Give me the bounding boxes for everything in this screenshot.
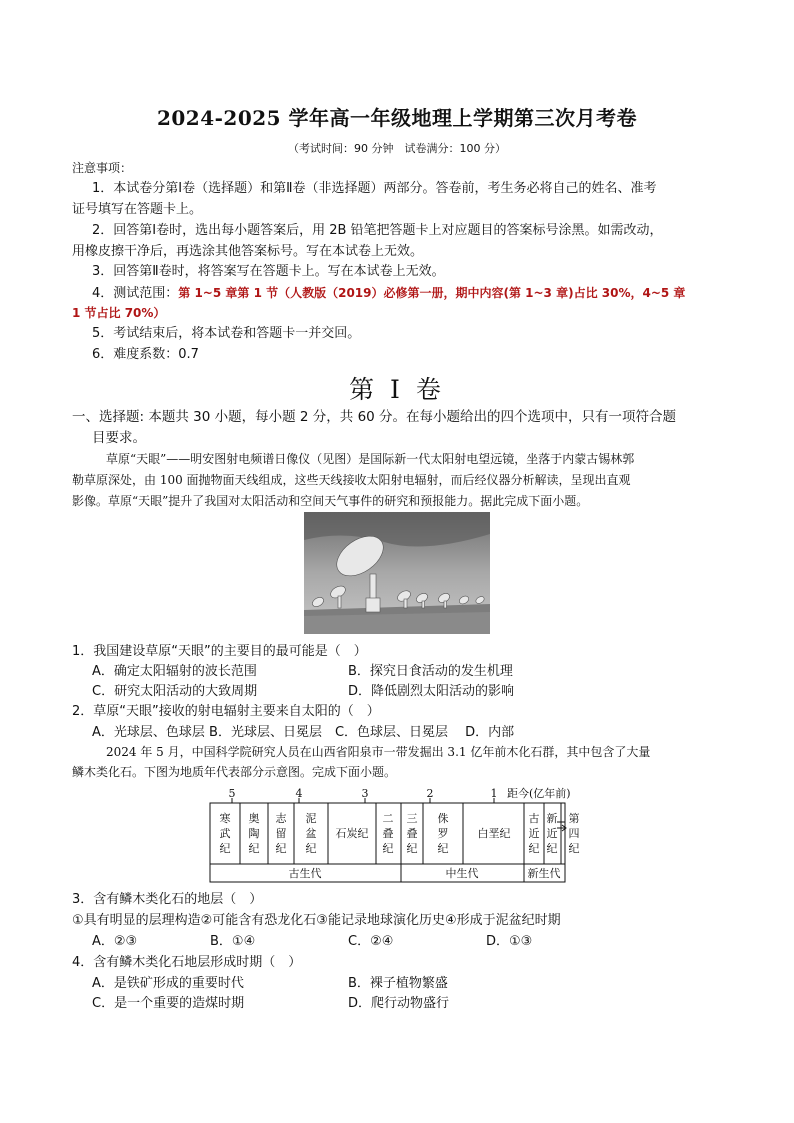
svg-text:纪: 纪 [219,842,231,855]
tick-label-5: 5 [228,787,236,800]
svg-text:纪: 纪 [406,842,418,855]
passage2-line2: 鳞木类化石。下图为地质年代表部分示意图。完成下面小题。 [72,765,397,779]
svg-text:纪: 纪 [305,842,317,855]
svg-text:三: 三 [406,812,418,825]
q3-option-a[interactable]: A．②③ [92,934,138,949]
notice-item-6: 6．难度系数：0.7 [92,347,199,362]
q4-option-b[interactable]: B．裸子植物繁盛 [348,976,448,991]
period-permian [383,812,394,855]
section-title: 第 Ⅰ 卷 [349,375,445,404]
svg-text:奥: 奥 [248,812,260,825]
q4-stem: 4．含有鳞木类化石地层形成时期（ ） [72,955,302,970]
svg-text:侏: 侏 [437,812,449,825]
svg-text:叠: 叠 [382,827,394,840]
q3-statements: ①具有明显的层理构造②可能含有恐龙化石③能记录地球演化历史④形成于泥盆纪时期 [72,913,561,928]
svg-text:纪: 纪 [546,842,558,855]
axis-unit-label: 距今(亿年前) [507,787,571,800]
svg-text:二: 二 [382,812,394,825]
period-neogene [547,812,558,855]
notice-item-2b: 用橡皮擦干净后，再选涂其他答案标号。写在本试卷上无效。 [72,244,424,259]
svg-text:罗: 罗 [437,827,449,840]
svg-text:志: 志 [275,812,287,825]
svg-text:古: 古 [528,812,540,825]
svg-text:叠: 叠 [406,827,418,840]
test-scope-cont: 1 节占比 70%） [72,306,166,320]
period-ordovician [249,811,260,855]
tick-label-3: 3 [361,787,369,800]
period-cambrian [220,811,231,855]
passage2-line1: 2024 年 5 月，中国科学院研究人员在山西省阳泉市一带发掘出 3.1 亿年前木化石群，其中包含了大量 [106,745,651,759]
svg-text:纪: 纪 [437,842,449,855]
era-paleozoic: 古生代 [288,867,322,880]
svg-text:纪: 纪 [275,842,287,855]
q3-option-c[interactable]: C．②④ [348,934,394,949]
svg-text:纪: 纪 [382,842,394,855]
period-quaternary [569,812,580,855]
q1-option-a[interactable]: A．确定太阳辐射的波长范围 [92,664,257,679]
notice-item-5: 5．考试结束后，将本试卷和答题卡一并交回。 [92,326,361,341]
passage1-line2: 勒草原深处，由 100 面抛物面天线组成，这些天线接收太阳射电辐射，而后经仪器分析解读，呈现出直观 [72,473,631,487]
notice-item-1b: 证号填写在答题卡上。 [72,202,203,217]
svg-text:第: 第 [568,812,580,825]
q4-option-c[interactable]: C．是一个重要的造煤时期 [92,996,245,1011]
notice-item-1a: 1．本试卷分第Ⅰ卷（选择题）和第Ⅱ卷（非选择题）两部分。答卷前，考生务必将自己的姓名、准考 [92,181,657,196]
q2-options[interactable]: A．光球层、色球层 B．光球层、日冕层 C．色球层、日冕层 D．内部 [92,725,515,740]
notice-item-2a: 2．回答第Ⅰ卷时，选出每小题答案后，用 2B 铅笔把答题卡上对应题目的答案标号涂黑。如需改动， [92,223,663,238]
q3-option-b[interactable]: B．①④ [210,934,256,949]
q1-option-b[interactable]: B．探究日食活动的发生机理 [348,664,513,679]
q1-option-d[interactable]: D．降低剧烈太阳活动的影响 [348,684,515,699]
svg-text:新: 新 [546,812,558,825]
notice-item-3: 3．回答第Ⅱ卷时，将答案写在答题卡上。写在本试卷上无效。 [92,264,445,279]
q4-option-d[interactable]: D．爬行动物盛行 [348,996,450,1011]
q3-stem: 3．含有鳞木类化石的地层（ ） [72,892,263,907]
q1-option-c[interactable]: C．研究太阳活动的大致周期 [92,684,258,699]
period-paleogene [529,811,540,855]
svg-text:纪: 纪 [528,842,540,855]
svg-text:近: 近 [528,827,540,840]
svg-text:泥: 泥 [305,812,317,825]
svg-text:盆: 盆 [305,827,317,840]
section-intro-b: 目要求。 [92,430,146,446]
q2-stem: 2．草原“天眼”接收的射电辐射主要来自太阳的（ ） [72,704,380,719]
svg-text:寒: 寒 [219,812,231,825]
svg-text:纪: 纪 [568,842,580,855]
period-silurian [276,811,288,855]
test-scope: 第 1~5 章第 1 节（人教版（2019）必修第一册，期中内容(第 1~3 章)占比 30%，4~5 章 [178,286,686,300]
era-cenozoic: 新生代 [527,867,561,880]
notice-heading: 注意事项： [72,161,133,175]
q3-option-d[interactable]: D．①③ [486,934,533,949]
period-jurassic [438,811,449,855]
period-carboniferous: 石炭纪 [335,827,369,840]
svg-text:陶: 陶 [248,827,260,840]
period-triassic [407,812,418,855]
q4-option-a[interactable]: A．是铁矿形成的重要时代 [92,976,244,991]
tick-label-4: 4 [295,787,303,800]
svg-text:武: 武 [219,827,231,840]
passage1-line1: 草原“天眼”——明安图射电频谱日像仪（见图）是国际新一代太阳射电望远镜，坐落于内蒙古锡林郭 [106,452,635,466]
period-cretaceous: 白垩纪 [477,827,511,840]
notice-item-4-prefix: 4．测试范围： [92,286,179,301]
tick-label-2: 2 [426,787,434,800]
svg-text:四: 四 [568,827,580,840]
era-mesozoic: 中生代 [445,867,479,880]
svg-text:近: 近 [546,827,558,840]
period-devonian [306,812,317,855]
exam-subtitle: （考试时间：90 分钟 试卷满分：100 分） [288,142,506,155]
passage1-line3: 影像。草原“天眼”提升了我国对太阳活动和空间天气事件的研究和预报能力。据此完成下面小题。 [72,494,589,508]
exam-title: 2024-2025 学年高一年级地理上学期第三次月考卷 [156,106,638,130]
svg-text:留: 留 [275,827,287,840]
tick-label-1: 1 [490,787,498,800]
q1-stem: 1．我国建设草原“天眼”的主要目的最可能是（ ） [72,644,367,659]
section-intro-a: 一、选择题: 本题共 30 小题，每小题 2 分，共 60 分。在每小题给出的四个选项中，只有一项符合题 [72,409,677,425]
svg-text:纪: 纪 [248,842,260,855]
